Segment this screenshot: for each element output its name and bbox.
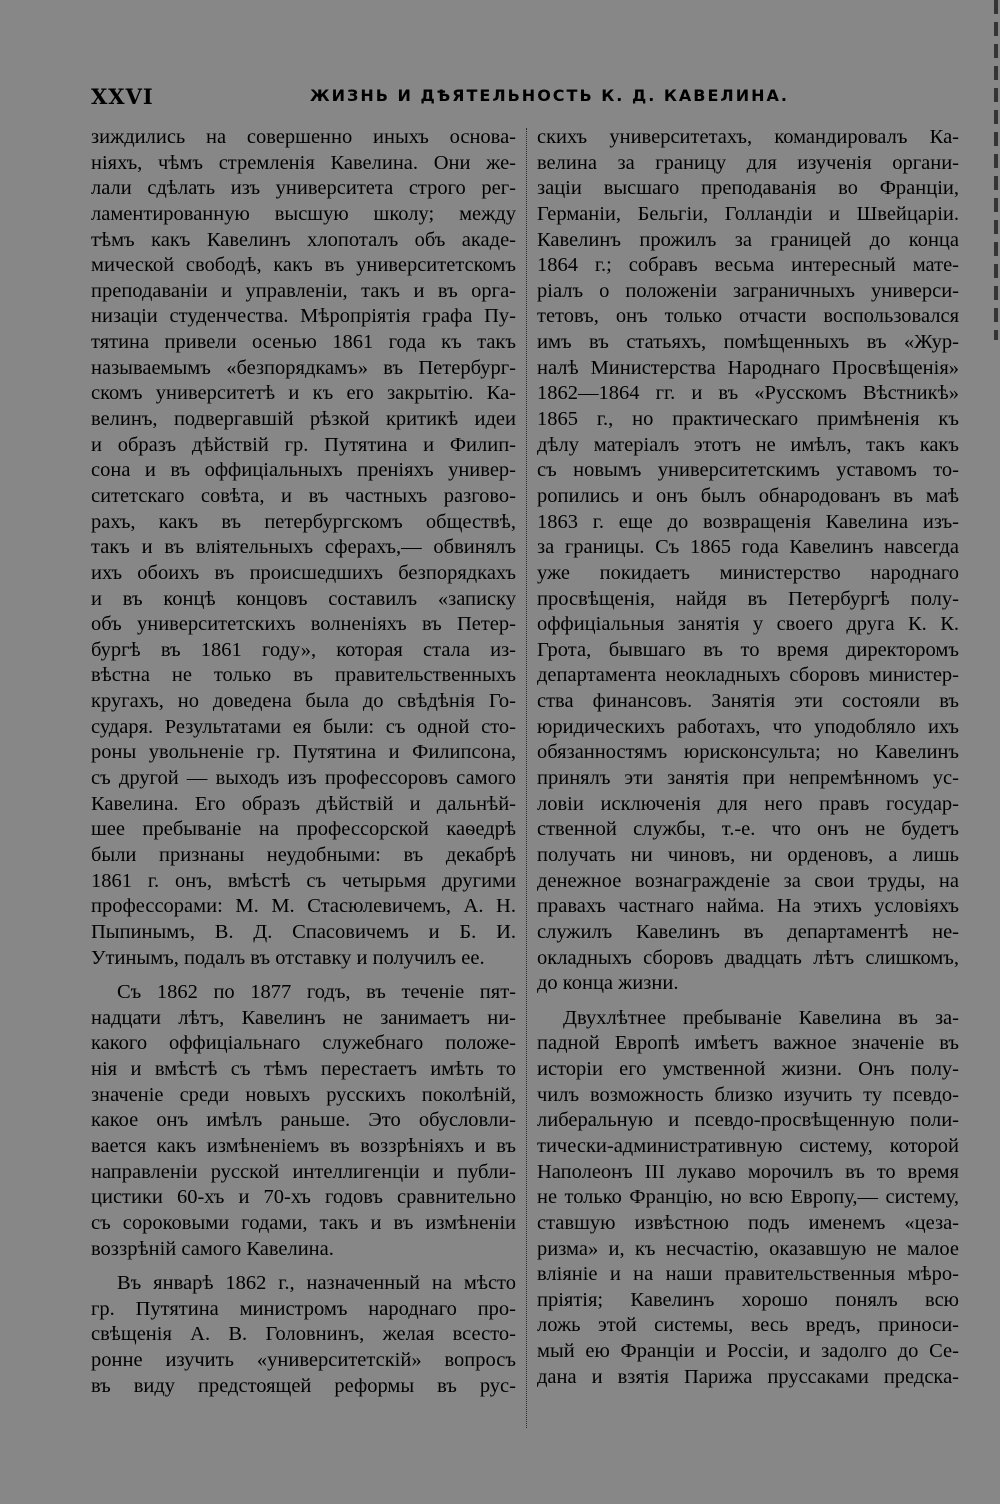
text-line: принялъ эти занятія при непремѣнномъ ус- <box>537 767 959 790</box>
text-line: зиждились на совершенно иныхъ основа- <box>91 126 516 148</box>
text-line: были признаны неудобными: въ декабрѣ <box>91 843 516 866</box>
text-line: до конца жизни. <box>537 972 679 995</box>
text-line: ственной службы, т.-е. что онъ не будетъ <box>537 818 959 841</box>
text-line: 1864 г.; собравъ весьма интересный мате- <box>537 254 959 277</box>
text-line: ріалъ о положеніи заграничныхъ универси- <box>537 279 959 302</box>
text-line: и образъ дѣйствій гр. Путятина и Филип- <box>91 433 516 456</box>
text-line: съ новымъ университетскимъ уставомъ то- <box>537 459 959 482</box>
paragraph-gap <box>91 1262 516 1271</box>
text-line: ризма» и, къ несчастію, оказавшую не малое <box>537 1237 959 1260</box>
text-line: мической свободѣ, какъ въ университетскомъ <box>91 254 516 277</box>
text-line: роны увольненіе гр. Путятина и Филипсона, <box>91 741 516 764</box>
text-line: 1865 г., но практическаго примѣненія къ <box>537 408 959 431</box>
text-line: падной Европѣ имѣетъ важное значеніе въ <box>537 1032 959 1055</box>
text-line: юридическихъ работахъ, что уподобляло ихъ <box>537 715 959 738</box>
text-line: Въ январѣ 1862 г., назначенный на мѣсто <box>117 1272 516 1295</box>
text-line: вѣстна не только въ правительственныхъ <box>91 664 516 687</box>
text-line: служилъ Кавелинъ въ департаментѣ не- <box>537 920 959 943</box>
text-line: получать ни чиновъ, ни орденовъ, а лишь <box>537 843 959 866</box>
scan-edge-marks <box>994 0 998 340</box>
text-line: рахъ, какъ въ петербургскомъ обществѣ, <box>91 510 516 533</box>
column-divider <box>526 128 528 1428</box>
text-line: называемымъ «безпорядкамъ» въ Петербург- <box>91 356 516 379</box>
text-line: Германіи, Бельгіи, Голландіи и Швейцаріи. <box>537 202 959 225</box>
text-line: правахъ частнаго найма. На этихъ условіяхъ <box>537 895 959 918</box>
text-line: ставшую извѣстною подъ именемъ «цеза- <box>537 1211 959 1234</box>
text-line: какое онъ имѣлъ раньше. Это обусловли- <box>91 1109 516 1132</box>
text-line: налѣ Министерства Народнаго Просвѣщенія» <box>537 356 959 379</box>
text-line: скомъ университетѣ и къ его закрытію. Ка- <box>91 382 516 405</box>
text-line: Кавелина. Его образъ дѣйствій и дальнѣй- <box>91 792 516 815</box>
text-line: велина за границу для изученія органи- <box>537 151 959 174</box>
text-line: значеніе среди новыхъ русскихъ поколѣній, <box>91 1083 516 1106</box>
text-line: ніяхъ, чѣмъ стремленія Кавелина. Они же- <box>91 151 516 174</box>
text-line: обязанностямъ юрисконсульта; но Кавелинъ <box>537 741 959 764</box>
text-line: вается какъ измѣненіемъ въ воззрѣніяхъ и въ <box>91 1134 516 1157</box>
text-line: окладныхъ сборовъ двадцать лѣтъ слишкомъ, <box>537 946 959 969</box>
right-column <box>537 125 959 1390</box>
text-line: какого оффиціальнаго служебнаго положе- <box>91 1032 516 1055</box>
text-line: такъ и въ вліятельныхъ сферахъ,— обвинялъ <box>91 536 516 559</box>
paragraph-gap <box>91 971 516 980</box>
text-line: Двухлѣтнее пребываніе Кавелина въ за- <box>563 1006 959 1029</box>
text-line: велинъ, подвергавшій рѣзкой критикѣ идеи <box>91 408 516 431</box>
text-line: не только Францію, но всю Европу,— систему, <box>537 1186 959 1209</box>
text-line: ропились и онъ былъ обнародованъ въ маѣ <box>537 484 959 507</box>
text-line: свѣщенія А. В. Головнинъ, желая всесто- <box>91 1323 516 1346</box>
text-line: 1863 г. еще до возвращенія Кавелина изъ- <box>537 510 959 533</box>
left-column <box>91 125 516 1399</box>
text-line: нія и вмѣстѣ съ тѣмъ перестаетъ имѣть то <box>91 1058 516 1081</box>
text-line: объ университетскихъ волненіяхъ въ Петер- <box>91 613 516 636</box>
text-line: скихъ университетахъ, командировалъ Ка- <box>537 126 959 148</box>
text-line: воззрѣній самого Кавелина. <box>91 1237 334 1260</box>
text-line: дѣлу матеріалъ этотъ не имѣлъ, такъ какъ <box>537 433 959 456</box>
text-line: съ другой — выходъ изъ профессоровъ самого <box>91 767 516 790</box>
text-line: ситетскаго совѣта, и въ частныхъ разгово- <box>91 484 516 507</box>
running-title: ЖИЗНЬ И ДѢЯТЕЛЬНОСТЬ К. Д. КАВЕЛИНА. <box>310 86 789 105</box>
text-line: вліяніе и на наши правительственныя мѣро- <box>537 1263 959 1286</box>
text-line: Наполеонъ III лукаво морочилъ въ то время <box>537 1160 959 1183</box>
text-line: преподаваніи и управленіи, такъ и въ орга- <box>91 279 516 302</box>
text-line: Утинымъ, подалъ въ отставку и получилъ ее. <box>91 946 485 969</box>
text-line: ронне изучить «университетскій» вопросъ <box>91 1349 516 1372</box>
text-line: направленіи русской интеллигенціи и публи- <box>91 1160 516 1183</box>
text-line: либеральную и псевдо-просвѣщенную поли- <box>537 1109 959 1132</box>
text-line: ламентированную высшую школу; между <box>91 202 516 225</box>
text-line: профессорами: М. М. Стасюлевичемъ, А. Н. <box>91 895 516 918</box>
text-line: ихъ обоихъ въ происшедшихъ безпорядкахъ <box>91 561 516 584</box>
text-line: мый ею Франціи и Россіи, и задолго до Се- <box>537 1340 959 1363</box>
text-line: ловіи исключенія для него правъ государ- <box>537 792 959 815</box>
text-line: за границы. Съ 1865 года Кавелинъ навсегда <box>537 536 959 559</box>
text-line: пріятія; Кавелинъ хорошо понялъ всю <box>537 1288 959 1311</box>
text-line: тетовъ, онъ только отчасти воспользовался <box>537 305 959 328</box>
paragraph-gap <box>537 997 959 1006</box>
text-line: чилъ возможность близко изучить ту псевдо- <box>537 1083 959 1106</box>
text-line: надцати лѣтъ, Кавелинъ не занимаетъ ни- <box>91 1006 516 1029</box>
text-line: 1862—1864 гг. и въ «Русскомъ Вѣстникѣ» <box>537 382 959 405</box>
text-line: Грота, бывшаго въ то время директоромъ <box>537 638 959 661</box>
text-line: бургѣ въ 1861 году», которая стала из- <box>91 638 516 661</box>
text-line: Кавелинъ прожилъ за границей до конца <box>537 228 959 251</box>
text-line: ложь этой системы, весь вредъ, приноси- <box>537 1314 959 1337</box>
text-line: кругахъ, но доведена была до свѣдѣнія Го- <box>91 690 516 713</box>
text-line: въ виду предстоящей реформы въ рус- <box>91 1374 516 1397</box>
text-line: Пыпинымъ, В. Д. Спасовичемъ и Б. И. <box>91 920 516 943</box>
text-line: тятина привели осенью 1861 года къ такъ <box>91 331 516 354</box>
text-line: оффиціальныя занятія у своего друга К. К. <box>537 613 959 636</box>
text-line: дана и взятія Парижа пруссаками предска- <box>537 1365 959 1388</box>
text-line: департамента неокладныхъ сборовъ министер- <box>537 664 959 687</box>
text-line: шее пребываніе на профессорской каѳедрѣ <box>91 818 516 841</box>
text-line: заціи высшаго преподаванія во Франціи, <box>537 177 959 200</box>
text-line: Съ 1862 по 1877 годъ, въ теченіе пят- <box>117 981 516 1004</box>
text-line: лали сдѣлать изъ университета строго рег- <box>91 177 516 200</box>
text-line: и въ концѣ концовъ составилъ «записку <box>91 587 516 610</box>
text-line: исторіи его умственной жизни. Онъ полу- <box>537 1058 959 1081</box>
text-line: денежное вознагражденіе за свои труды, на <box>537 869 959 892</box>
text-line: 1861 г. онъ, вмѣстѣ съ четырьмя другими <box>91 869 516 892</box>
page-number: XXVI <box>91 84 154 109</box>
text-line: уже покидаетъ министерство народнаго <box>537 561 959 584</box>
text-line: тѣмъ какъ Кавелинъ хлопоталъ объ акаде- <box>91 228 516 251</box>
text-line: съ сороковыми годами, такъ и въ измѣненіи <box>91 1211 516 1234</box>
text-line: низаціи студенчества. Мѣропріятія графа Пу- <box>91 305 516 328</box>
text-line: ства финансовъ. Занятія эти состояли въ <box>537 690 959 713</box>
text-line: сударя. Результатами ея были: съ одной сто- <box>91 715 516 738</box>
text-line: гр. Путятина министромъ народнаго про- <box>91 1297 516 1320</box>
text-line: тически-административную систему, которой <box>537 1134 959 1157</box>
text-line: имъ въ статьяхъ, помѣщенныхъ въ «Жур- <box>537 331 959 354</box>
text-line: сона и въ оффиціальныхъ преніяхъ универ- <box>91 459 516 482</box>
text-line: просвѣщенія, найдя въ Петербургѣ полу- <box>537 587 959 610</box>
text-line: цистики 60-хъ и 70-хъ годовъ сравнительно <box>91 1186 516 1209</box>
